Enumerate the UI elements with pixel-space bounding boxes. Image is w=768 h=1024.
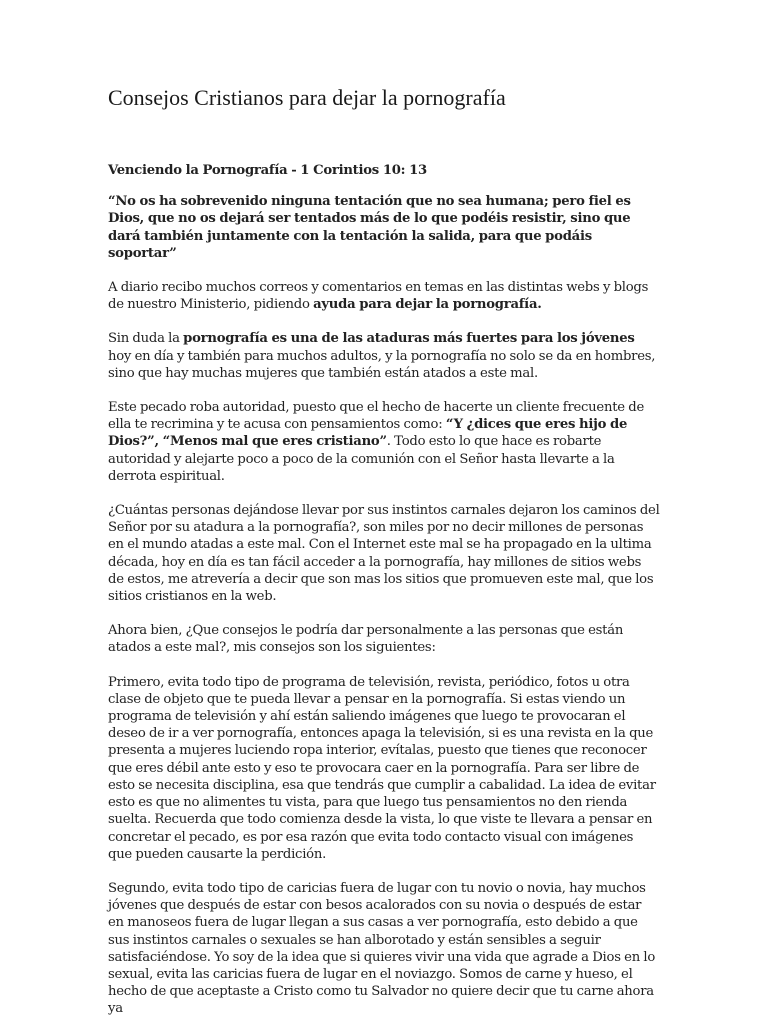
paragraph-intro-bold: ayuda para dejar la pornografía.: [313, 297, 542, 313]
bible-quote: “No os ha sobrevenido ninguna tentación que no sea humana; pero fiel es Dios, que no os dejará ser tentados más de lo que podéis resistir, sino que dará también juntamente con la tentación la salida, para que podáis soportar”: [108, 194, 631, 261]
paragraph-autoridad-text-a: Este pecado roba autoridad, puesto que el hecho de hacerte un cliente frecuente de ella te recrimina y te acusa con pensamientos como:: [108, 400, 645, 433]
paragraph-cuantas-personas: ¿Cuántas personas dejándose llevar por sus instintos carnales dejaron los caminos del Señor por su atadura a la pornografía?, son miles por no decir millones de personas en el mundo atadas a este mal. Con el Internet este mal se ha propagado en la ultima década, hoy en día es tan fácil acceder a la pornografía, hay millones de sitios webs de estos, me atrevería a decir que son mas los sitios que promueven este mal, que los sitios cristianos en la web.: [108, 503, 660, 605]
paragraph-ataduras-bold: pornografía es una de las ataduras más fuertes para los jóvenes: [183, 331, 635, 347]
paragraph-primero: Primero, evita todo tipo de programa de televisión, revista, periódico, fotos u otra clase de objeto que te pueda llevar a pensar en la pornografía. Si estas viendo un programa de televisión y ahí están saliendo imágenes que luego te provocaran el deseo de ir a ver pornografía, entonces apaga la televisión, si es una revista en la que presenta a mujeres luciendo ropa interior, evítalas, puesto que tienes que reconocer que eres débil ante esto y eso te provocara caer en la pornografía. Para ser libre de esto se necesita disciplina, esa que tendrás que cumplir a cabalidad. La idea de evitar esto es que no alimentes tu vista, para que luego tus pensamientos no den rienda suelta. Recuerda que todo comienza desde la vista, lo que viste te llevara a pensar en concretar el pecado, es por esa razón que evita todo contacto visual con imágenes que pueden causarte la perdición.: [108, 674, 656, 862]
paragraph-intro-text: A diario recibo muchos correos y comentarios en temas en las distintas webs y blogs de nuestro Ministerio, pidiendo: [108, 280, 649, 313]
document-title: Consejos Cristianos para dejar la pornografía: [108, 85, 506, 110]
document-page: [108, 84, 660, 1018]
paragraph-segundo: Segundo, evita todo tipo de caricias fuera de lugar con tu novio o novia, hay muchos jóvenes que después de estar con besos acalorados con su novia o después de estar en manoseos fuera de lugar llegan a sus casas a ver pornografía, esto debido a que sus instintos carnales o sexuales se han alborotado y están sensibles a seguir satisfaciéndose. Yo soy de la idea que si quieres vivir una vida que agrade a Dios en lo sexual, evita las caricias fuera de lugar en el noviazgo. Somos de carne y hueso, el hecho de que aceptaste a Cristo como tu Salvador no quiere decir que tu carne ahora ya: [108, 880, 656, 1017]
paragraph-ataduras: [108, 330, 660, 382]
paragraph-consejos-intro: Ahora bien, ¿Que consejos le podría dar personalmente a las personas que están atados a este mal?, mis consejos son los siguientes:: [108, 623, 624, 656]
paragraph-autoridad: [108, 399, 660, 485]
document-subtitle: Venciendo la Pornografía - 1 Corintios 10: 13: [108, 163, 427, 178]
paragraph-ataduras-text-a: Sin duda la: [108, 331, 184, 347]
paragraph-intro: [108, 279, 660, 313]
paragraph-ataduras-text-c: hoy en día y también para muchos adultos, y la pornografía no solo se da en hombres, sino que hay muchas mujeres que también están atados a este mal.: [108, 348, 656, 381]
paragraph-autoridad-text-c: . Todo esto lo que hace es robarte autoridad y alejarte poco a poco de la comunión con el Señor hasta llevarte a la derrota espiritual.: [108, 434, 615, 484]
paragraph-autoridad-bold: “Y ¿dices que eres hijo de Dios?”, “Menos mal que eres cristiano”: [108, 417, 628, 450]
